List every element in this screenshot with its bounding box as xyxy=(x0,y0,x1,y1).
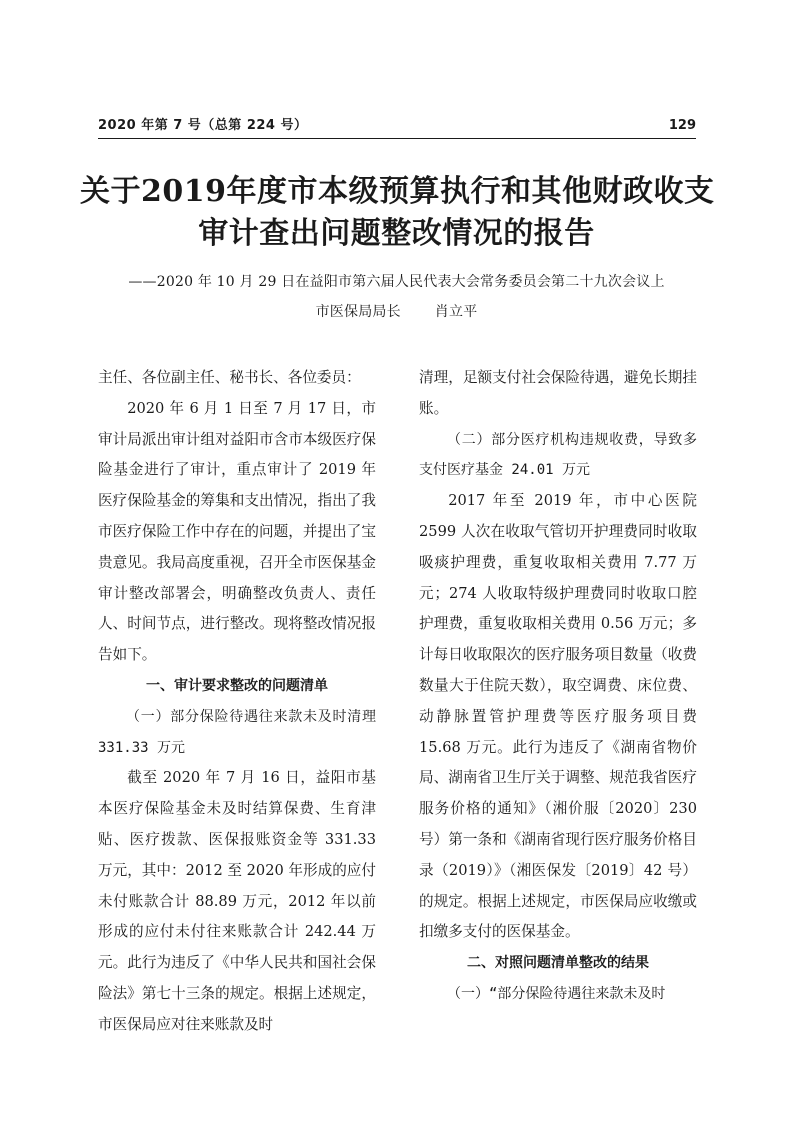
section-heading: 二、对照问题清单整改的结果 xyxy=(467,955,649,972)
section-heading: 一、审计要求整改的问题清单 xyxy=(146,677,328,694)
subsection-heading: （一）“部分保险待遇往来款未及时 xyxy=(447,985,666,1002)
speaker-line xyxy=(60,302,733,322)
right-column xyxy=(419,363,697,1010)
body-paragraph: 2020 年 6 月 1 日至 7 月 17 日，市审计局派出审计组对益阳市含市本级医疗保险基金进行了审计，重点审计了 2019 年医疗保险基金的筹集和支出情况，指出了我市医疗保险工作中存在的问题，并提出了宝贵意见。我局高度重视，召开全市医保基金审计整改部署会，明确整改负责人、责任人、时间节点，进行整改。现将整改情况报告如下。 xyxy=(98,399,376,664)
subsection-heading: （二）部分医疗机构违规收费，导致多支付医疗基金 24.01 万元 xyxy=(419,431,697,479)
body-paragraph: 2017 年至 2019 年，市中心医院 2599 人次在收取气管切开护理费同时收取吸痰护理费，重复收取相关费用 7.77 万元；274 人收取特级护理费同时收取口腔护理费，重复收取相关费用 0.56 万元；多计每日收取限次的医疗服务项目数量（收费数量大于住院天数），取空调费、床位费、动静脉置管护理费等医疗服务项目费 15.68 万元。此行为违反了《湖南省物价局、湖南省卫生厅关于调整、规范我省医疗服务价格的通知》（湘价服〔2020〕230 号）第一条和《湖南省现行医疗服务价格目录（2019）》（湘医保发〔2019〕42 号）的规定。根据上述规定，市医保局应收缴或扣缴多支付的医保基金。 xyxy=(419,492,697,941)
report-title-line-1: 关于2019年度市本级预算执行和其他财政收支 xyxy=(80,174,715,209)
meeting-info: ——2020 年 10 月 29 日在益阳市第六届人民代表大会常务委员会第二十九次会议上 xyxy=(128,274,665,290)
body-paragraph: 截至 2020 年 7 月 16 日，益阳市基本医疗保险基金未及时结算保费、生育津贴、医疗拨款、医保报账资金等 331.33 万元，其中：2012 至 2020 年形成的应付未付账款合计 88.89 万元，2012 年以前形成的应付未付往来账款合计 242.44 万元。此行为违反了《中华人民共和国社会保险法》第七十三条的规定。根据上述规定，市医保局应对往来账款及时 xyxy=(98,769,376,1033)
running-header xyxy=(98,116,696,138)
issue-number: 2020 年第 7 号（总第 224 号） xyxy=(98,118,308,133)
page-number: 129 xyxy=(668,118,696,133)
report-title-line-2: 审计查出问题整改情况的报告 xyxy=(198,216,595,251)
left-column xyxy=(98,363,376,1041)
speaker-role: 市医保局局长 xyxy=(315,304,401,320)
subsection-heading: （一）部分保险待遇往来款未及时清理 331.33 万元 xyxy=(98,708,376,756)
body-paragraph-continued: 清理，足额支付社会保险待遇，避免长期挂账。 xyxy=(419,369,697,417)
header-rule xyxy=(98,138,696,139)
salutation: 主任、各位副主任、秘书长、各位委员： xyxy=(98,369,361,386)
speaker-name: 肖立平 xyxy=(434,304,478,320)
